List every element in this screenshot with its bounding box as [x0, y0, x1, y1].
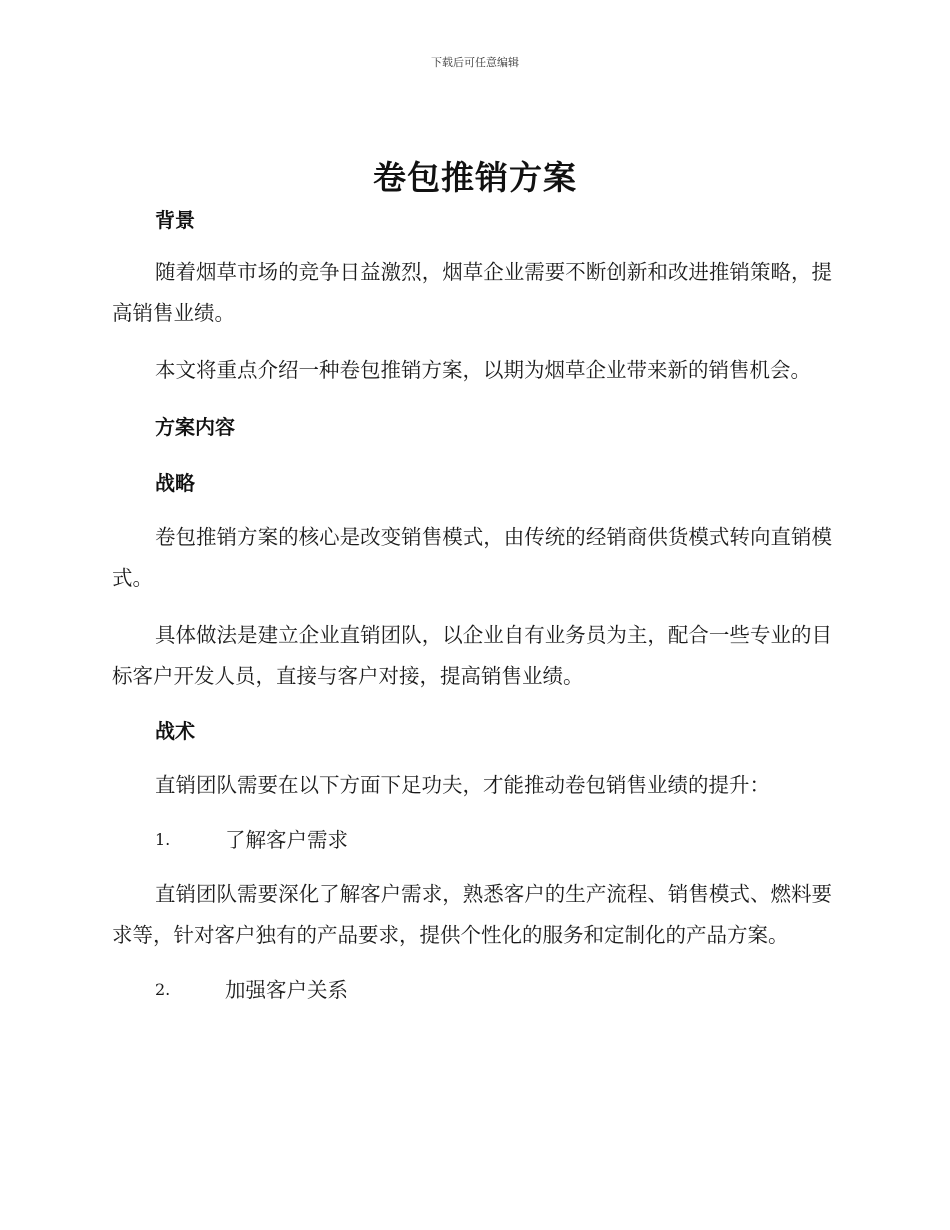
heading-background: 背景: [155, 208, 195, 232]
paragraph: 直销团队需要在以下方面下足功夫，才能推动卷包销售业绩的提升：: [155, 773, 770, 797]
paragraph: 本文将重点介绍一种卷包推销方案，以期为烟草企业带来新的销售机会。: [155, 358, 811, 382]
heading-tactics: 战术: [155, 719, 195, 743]
paragraph: 随着烟草市场的竞争日益激烈，烟草企业需要不断创新和改进推销策略，提高销售业绩。: [112, 260, 832, 325]
list-label: 加强客户关系: [225, 978, 348, 1002]
paragraph: 直销团队需要深化了解客户需求，熟悉客户的生产流程、销售模式、燃料要求等，针对客户独有的产品要求，提供个性化的服务和定制化的产品方案。: [112, 882, 832, 947]
list-item: [112, 970, 832, 1010]
paragraph: 具体做法是建立企业直销团队，以企业自有业务员为主，配合一些专业的目标客户开发人员，直接与客户对接，提高销售业绩。: [112, 623, 832, 688]
heading-content: 方案内容: [155, 415, 235, 439]
heading-strategy: 战略: [155, 471, 195, 495]
list-number: 1.: [155, 830, 171, 849]
list-label: 了解客户需求: [225, 828, 348, 852]
header-note: 下载后可任意编辑: [431, 56, 519, 69]
paragraph: 卷包推销方案的核心是改变销售模式，由传统的经销商供货模式转向直销模式。: [112, 525, 832, 590]
list-item: [112, 820, 832, 860]
document-body: [112, 200, 832, 1010]
list-number: 2.: [155, 980, 171, 999]
document-title: 卷包推销方案: [373, 158, 577, 197]
